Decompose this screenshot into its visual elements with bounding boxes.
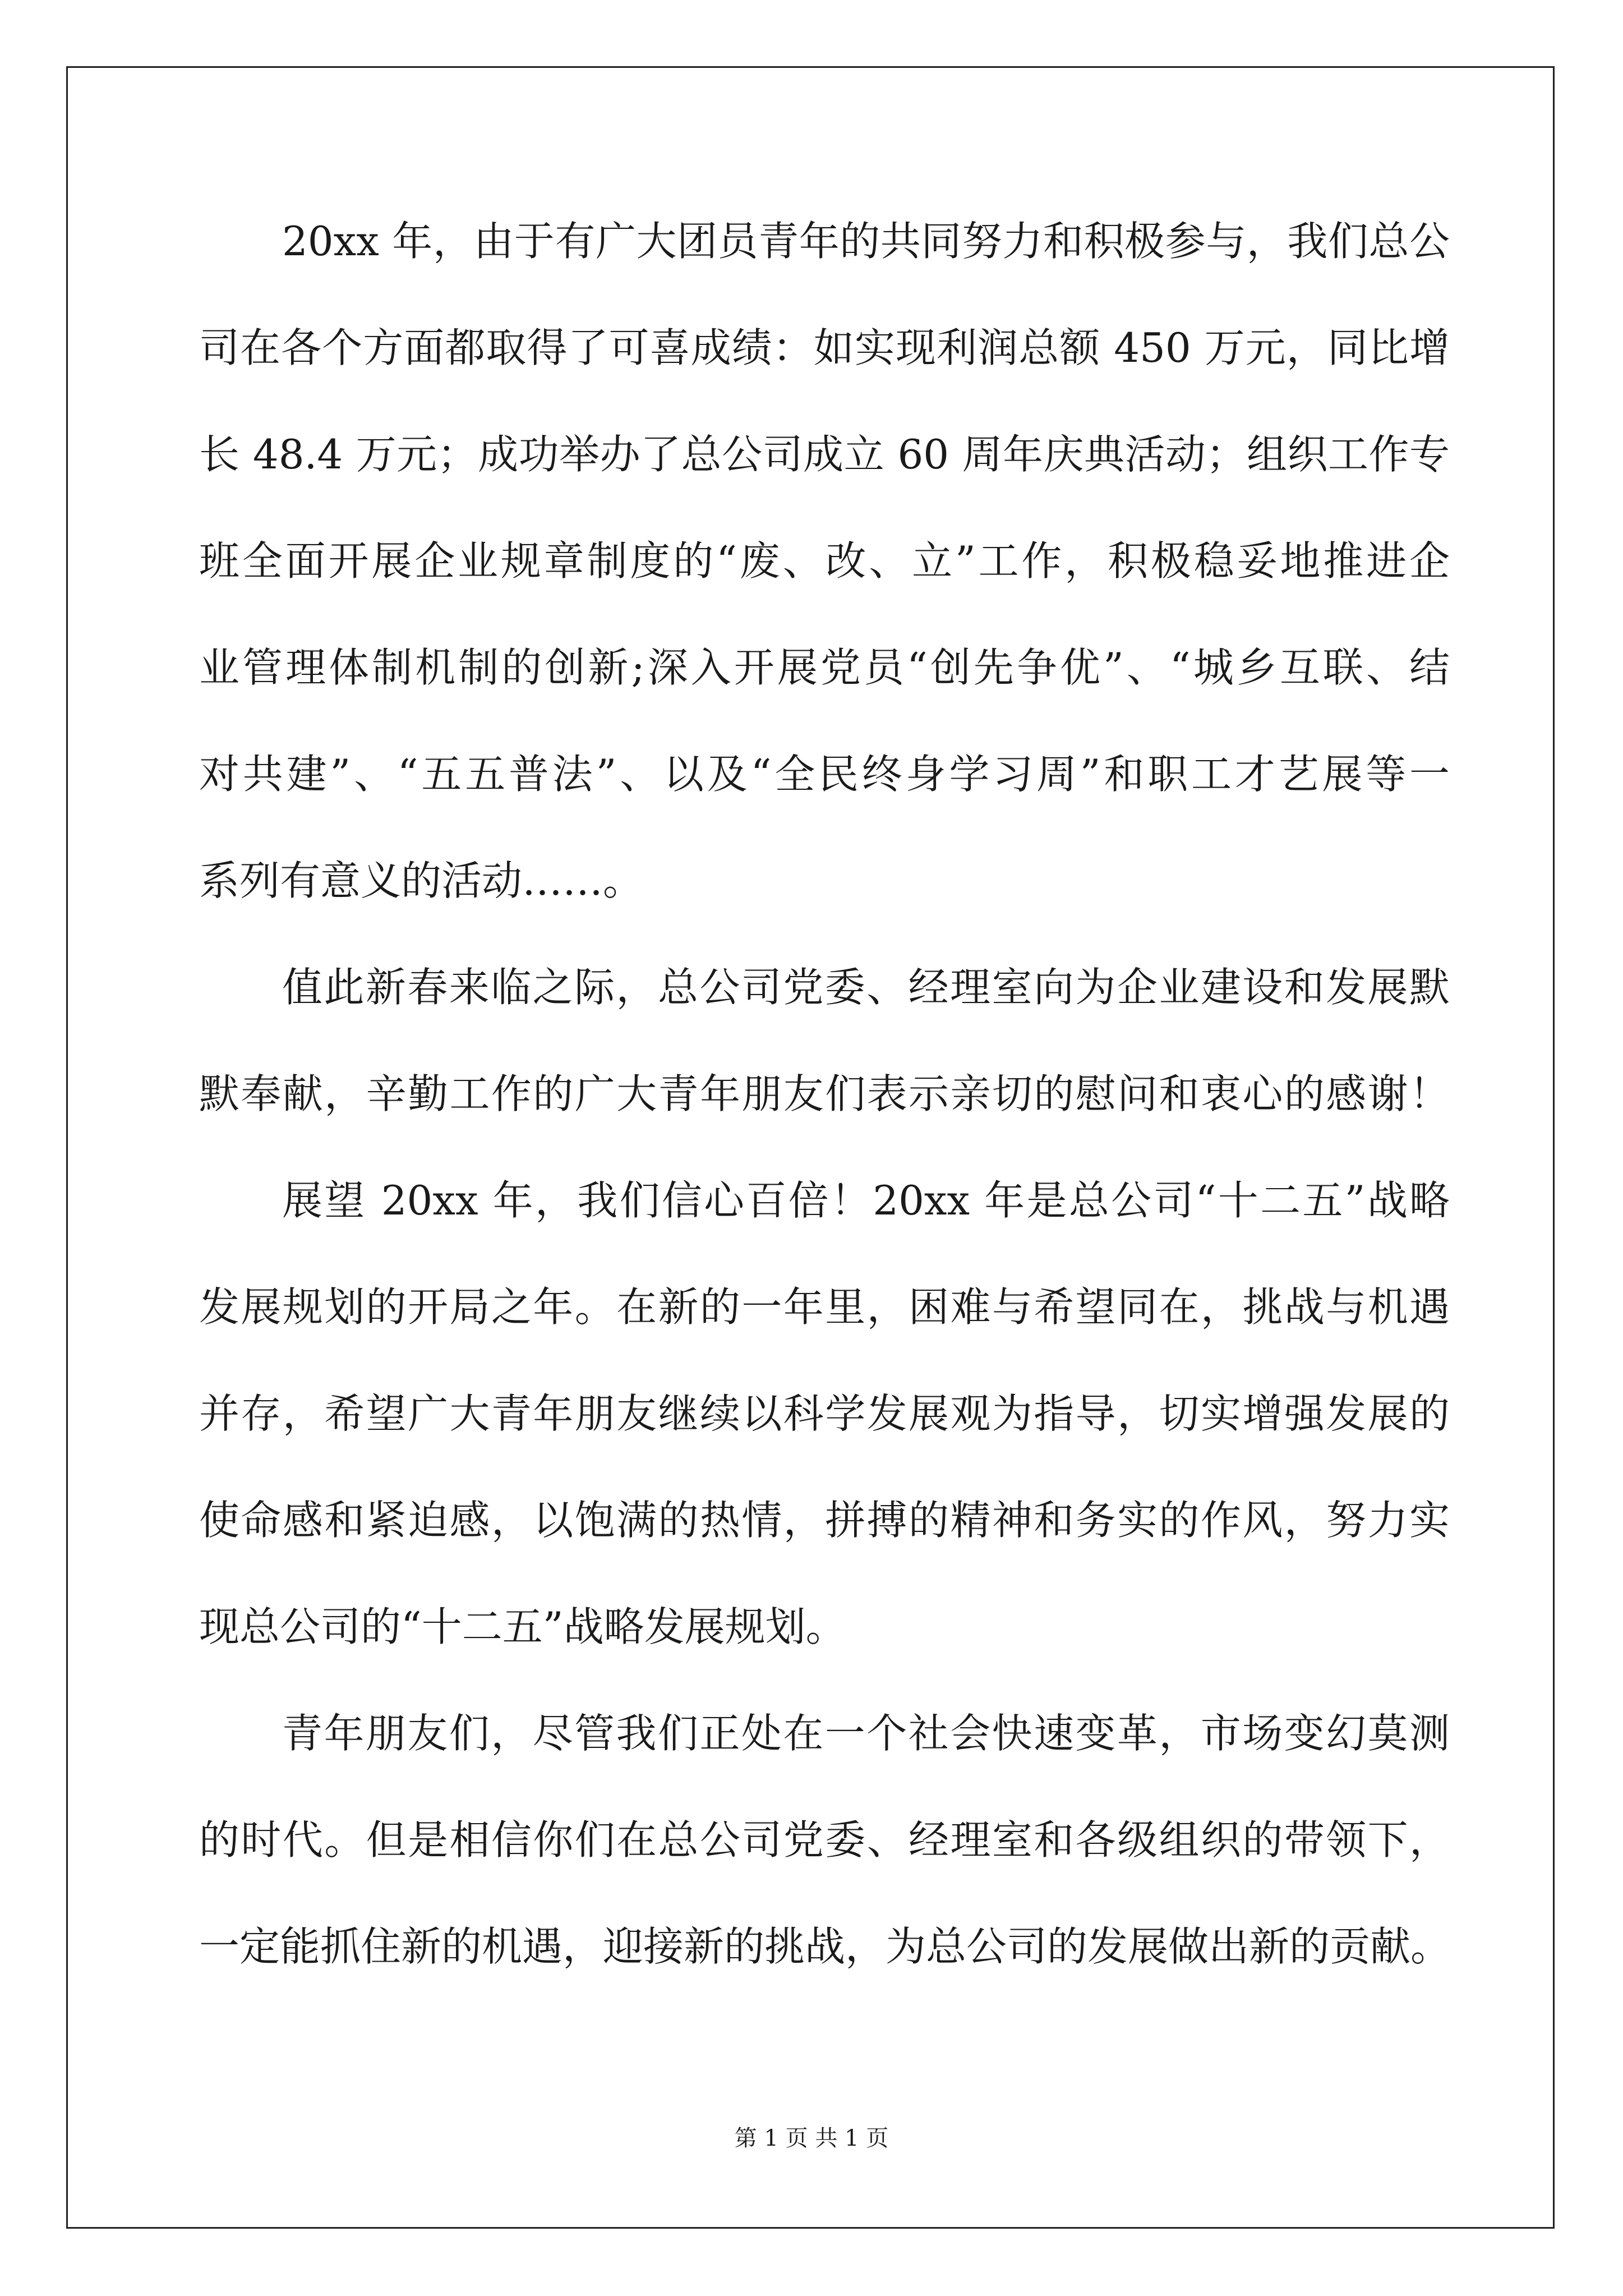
- paragraph-3-line-1: 展望 20xx 年，我们信心百倍！20xx 年是总公司“十二五”战略: [282, 1177, 1450, 1224]
- paragraph-1-line-1: 20xx 年，由于有广大团员青年的共同努力和积极参与，我们总公: [282, 218, 1450, 265]
- paragraph-3-line-5: 现总公司的“十二五”战略发展规划。: [199, 1603, 846, 1650]
- paragraph-1-line-5: 业管理体制机制的创新;深入开展党员“创先争优”、“城乡互联、结: [199, 644, 1450, 691]
- paragraph-2-line-2: 默奉献，辛勤工作的广大青年朋友们表示亲切的慰问和衷心的感谢！: [199, 1070, 1450, 1117]
- paragraph-2-line-1: 值此新春来临之际，总公司党委、经理室向为企业建设和发展默: [282, 964, 1450, 1011]
- paragraph-3-line-4: 使命感和紧迫感，以饱满的热情，拼搏的精神和务实的作风，努力实: [199, 1497, 1450, 1544]
- paragraph-1-line-7: 系列有意义的活动……。: [199, 857, 644, 904]
- paragraph-4-line-2: 的时代。但是相信你们在总公司党委、经理室和各级组织的带领下，: [199, 1816, 1450, 1864]
- paragraph-4-line-1: 青年朋友们，尽管我们正处在一个社会快速变革，市场变幻莫测: [282, 1710, 1450, 1757]
- page-border: [66, 66, 1555, 2229]
- paragraph-1-line-4: 班全面开展企业规章制度的“废、改、立”工作，积极稳妥地推进企: [199, 537, 1450, 585]
- paragraph-3-line-3: 并存，希望广大青年朋友继续以科学发展观为指导，切实增强发展的: [199, 1390, 1450, 1437]
- page-number-footer: 第 1 页 共 1 页: [734, 2125, 889, 2151]
- paragraph-1-line-2: 司在各个方面都取得了可喜成绩：如实现利润总额 450 万元，同比增: [199, 324, 1450, 371]
- paragraph-1-line-3: 长 48.4 万元；成功举办了总公司成立 60 周年庆典活动；组织工作专: [199, 431, 1450, 478]
- paragraph-4-line-3: 一定能抓住新的机遇，迎接新的挑战，为总公司的发展做出新的贡献。: [199, 1923, 1451, 1970]
- paragraph-1-line-6: 对共建”、“五五普法”、以及“全民终身学习周”和职工才艺展等一: [199, 751, 1450, 798]
- paragraph-3-line-2: 发展规划的开局之年。在新的一年里，困难与希望同在，挑战与机遇: [199, 1283, 1450, 1331]
